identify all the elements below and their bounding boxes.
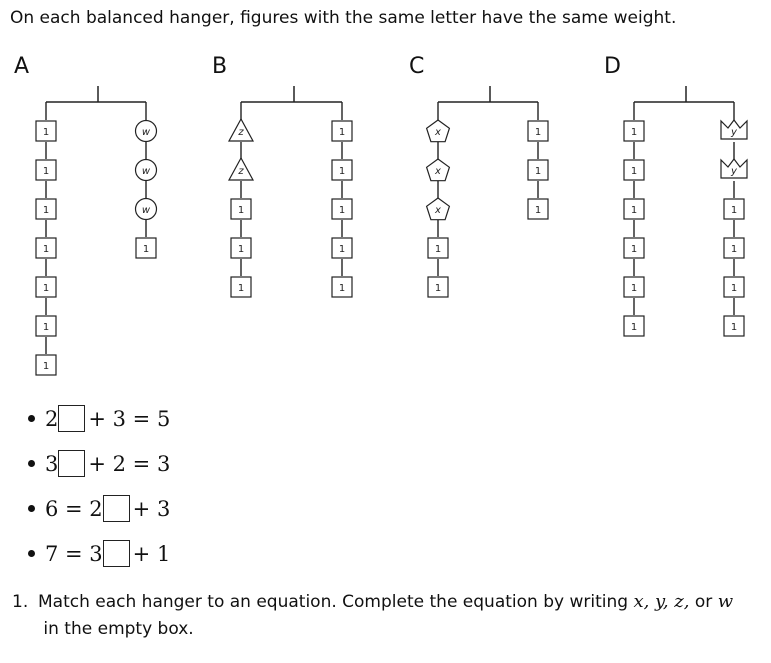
figure-label: 1 <box>338 166 346 177</box>
question-variable-last: w <box>717 591 734 612</box>
figure-label: 1 <box>630 205 638 216</box>
square-figure <box>36 277 56 297</box>
figure-label: 1 <box>42 283 50 294</box>
hanger-c <box>427 86 548 297</box>
square-figure <box>36 238 56 258</box>
pentagon-figure <box>427 120 450 142</box>
equation-4-right: + 1 <box>132 541 171 566</box>
figure-label: w <box>141 166 151 177</box>
square-figure <box>724 277 744 297</box>
equation-list <box>28 396 170 576</box>
equation-1-left: 2 <box>45 406 59 431</box>
equation-3-right: + 3 <box>132 496 171 521</box>
square-figure <box>36 121 56 141</box>
figure-label: 1 <box>730 322 738 333</box>
figure-label: 1 <box>338 127 346 138</box>
bullet <box>28 505 35 512</box>
figure-label: x <box>435 166 441 177</box>
square-figure <box>231 199 251 219</box>
square-figure <box>724 316 744 336</box>
equation-3-answer-box[interactable] <box>103 495 130 522</box>
square-figure <box>332 121 352 141</box>
hanger-d <box>624 86 747 336</box>
square-figure <box>36 160 56 180</box>
square-figure <box>624 199 644 219</box>
equation-3 <box>28 486 170 531</box>
figure-label: w <box>141 127 151 138</box>
square-figure <box>624 316 644 336</box>
figure-label: 1 <box>630 244 638 255</box>
square-figure <box>624 277 644 297</box>
hanger-b <box>229 86 352 297</box>
square-figure <box>528 199 548 219</box>
square-figure <box>36 316 56 336</box>
figure-label: y <box>731 127 737 138</box>
square-figure <box>528 121 548 141</box>
figure-label: x <box>435 205 441 216</box>
circle-figure <box>136 121 157 142</box>
square-figure <box>624 238 644 258</box>
equation-3-left: 6 = 2 <box>45 496 103 521</box>
equation-4-left: 7 = 3 <box>45 541 103 566</box>
triangle-figure <box>229 158 253 180</box>
question-number: 1. <box>12 592 29 612</box>
square-figure <box>332 160 352 180</box>
equation-2-right: + 2 = 3 <box>88 451 171 476</box>
question-text-start: Match each hanger to an equation. Complete the equation by writing <box>38 592 634 612</box>
figure-label: 1 <box>42 322 50 333</box>
square-figure <box>36 355 56 375</box>
equation-1 <box>28 396 170 441</box>
hanger-b-label: B <box>212 54 228 79</box>
figure-label: 1 <box>42 244 50 255</box>
instructions-text: On each balanced hanger, figures with the same letter have the same weight. <box>10 8 677 28</box>
square-figure <box>624 160 644 180</box>
square-figure <box>332 238 352 258</box>
figure-label: w <box>141 205 151 216</box>
figure-label: 1 <box>630 283 638 294</box>
bullet <box>28 550 35 557</box>
question-variables: x, y, z, <box>633 591 690 612</box>
figure-label: 1 <box>42 361 50 372</box>
figure-label: z <box>238 166 244 177</box>
square-figure <box>724 238 744 258</box>
figure-label: 1 <box>630 127 638 138</box>
crown-figure <box>721 159 747 178</box>
figure-label: 1 <box>630 322 638 333</box>
square-figure <box>231 277 251 297</box>
figure-label: 1 <box>434 244 442 255</box>
figure-label: 1 <box>338 205 346 216</box>
figure-label: x <box>435 127 441 138</box>
question-1 <box>12 588 752 643</box>
square-figure <box>332 199 352 219</box>
figure-label: 1 <box>338 244 346 255</box>
equation-4-answer-box[interactable] <box>103 540 130 567</box>
figure-label: 1 <box>730 205 738 216</box>
figure-label: 1 <box>42 205 50 216</box>
hangers-diagram <box>0 80 771 390</box>
figure-label: y <box>731 166 737 177</box>
figure-label: 1 <box>730 283 738 294</box>
circle-figure <box>136 160 157 181</box>
square-figure <box>332 277 352 297</box>
circle-figure <box>136 199 157 220</box>
figure-label: 1 <box>534 205 542 216</box>
bullet <box>28 460 35 467</box>
hanger-d-label: D <box>604 54 621 79</box>
hanger-c-label: C <box>409 54 425 79</box>
figure-label: z <box>238 127 244 138</box>
equation-4 <box>28 531 170 576</box>
equation-2-left: 3 <box>45 451 59 476</box>
figure-label: 1 <box>730 244 738 255</box>
pentagon-figure <box>427 198 450 220</box>
crown-figure <box>721 120 747 139</box>
figure-label: 1 <box>237 283 245 294</box>
figure-label: 1 <box>534 127 542 138</box>
figure-label: 1 <box>42 127 50 138</box>
triangle-figure <box>229 119 253 141</box>
square-figure <box>428 238 448 258</box>
square-figure <box>136 238 156 258</box>
figure-label: 1 <box>42 166 50 177</box>
figure-label: 1 <box>534 166 542 177</box>
hanger-a <box>36 86 157 375</box>
square-figure <box>724 199 744 219</box>
figure-label: 1 <box>237 205 245 216</box>
hanger-a-label: A <box>14 54 30 79</box>
square-figure <box>428 277 448 297</box>
figure-label: 1 <box>434 283 442 294</box>
square-figure <box>231 238 251 258</box>
figure-label: 1 <box>237 244 245 255</box>
figure-label: 1 <box>338 283 346 294</box>
bullet <box>28 415 35 422</box>
equation-2-answer-box[interactable] <box>58 450 85 477</box>
equation-2 <box>28 441 170 486</box>
square-figure <box>528 160 548 180</box>
equation-1-right: + 3 = 5 <box>88 406 171 431</box>
square-figure <box>624 121 644 141</box>
pentagon-figure <box>427 159 450 181</box>
figure-label: 1 <box>630 166 638 177</box>
question-text-end: in the empty box. <box>38 619 194 639</box>
equation-1-answer-box[interactable] <box>58 405 85 432</box>
figure-label: 1 <box>142 244 150 255</box>
question-text-or: or <box>689 592 718 612</box>
square-figure <box>36 199 56 219</box>
